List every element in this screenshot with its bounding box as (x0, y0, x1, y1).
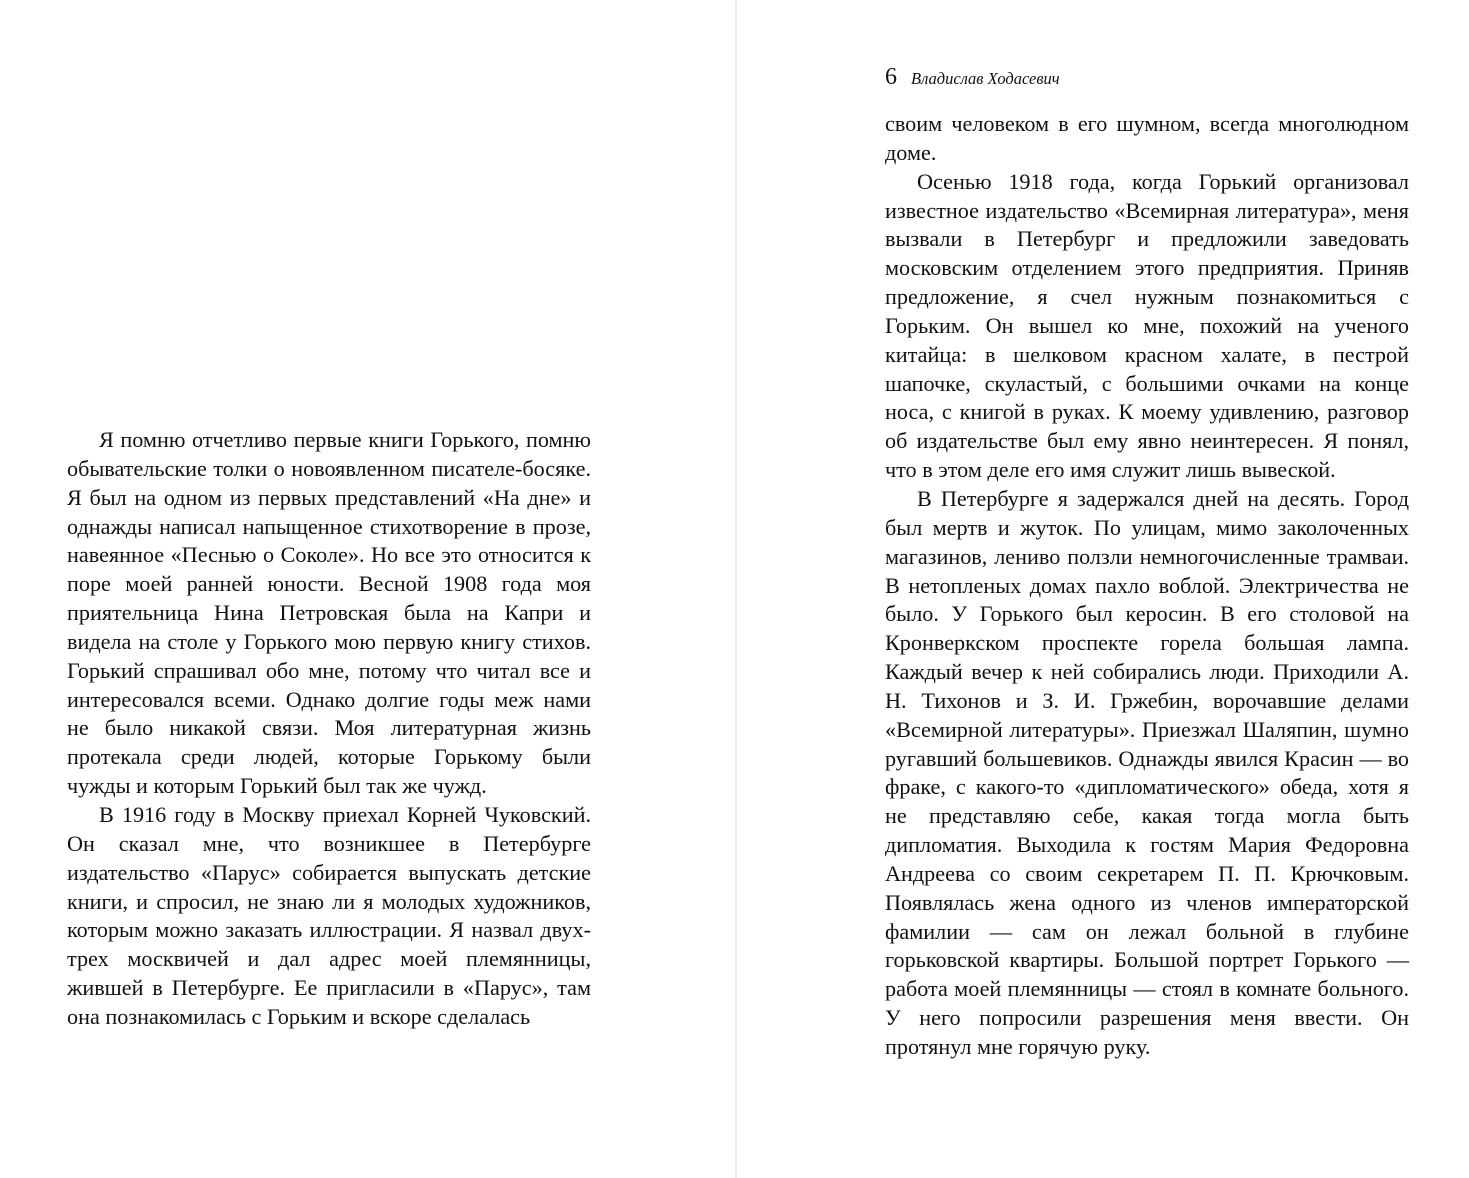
paragraph: Я помню отчетливо первые книги Горького, помню обывательские толки о новоявленном писателе-босяке. Я был на одном из первых представлений «На дне» и однажды написал напыщенное стихотворение в прозе, навеянное «Песнью о Соколе». Но все это относится к поре моей ранней юности. Весной 1908 года моя приятельница Нина Петровская была на Капри и видела на столе у Горького мою первую книгу стихов. Горький спрашивал обо мне, потому что читал все и интересовался всеми. Однако долгие годы меж нами не было никакой связи. Моя литературная жизнь протекала среди людей, которые Горькому были чужды и которым Горький был так же чужд. (67, 427, 591, 799)
left-page-body (67, 426, 591, 1032)
paragraph: Осенью 1918 года, когда Горький организовал известное издательство «Всемирная литература», меня вызвали в Петербург и предложили заведовать московским отделением этого предприятия. Приняв предложение, я счел нужным познакомиться с Горьким. Он вышел ко мне, похожий на ученого китайца: в шелковом красном халате, в пестрой шапочке, скуластый, с большими очками на конце носа, с книгой в руках. К моему удивлению, разговор об издательстве был ему явно неинтересен. Я понял, что в этом деле его имя служит лишь вывеской. (885, 168, 1409, 483)
paragraph: В 1916 году в Москву приехал Корней Чуковский. Он сказал мне, что возникшее в Петербурге издательство «Парус» собирается выпускать детские книги, и спросил, не знаю ли я молодых художников, которым можно заказать иллюстрации. Я назвал двух-трех москвичей и дал адрес моей племянницы, жившей в Петербурге. Ее пригласили в «Парус», там она познакомилась с Горьким и вскоре сделалась (67, 801, 591, 1029)
right-page (737, 0, 1469, 1178)
running-title: Владислав Ходасевич (911, 69, 1060, 88)
paragraph: В Петербурге я задержался дней на десять. Город был мертв и жуток. По улицам, мимо заколоченных магазинов, лениво ползли немногочисленные трамваи. В нетопленых домах пахло воблой. Электричества не было. У Горького был керосин. В его столовой на Кронверкском проспекте горела большая лампа. Каждый вечер к ней собирались люди. Приходили А. Н. Тихонов и З. И. Гржебин, ворочавшие делами «Всемирной литературы». Приезжал Шаляпин, шумно ругавший большевиков. Однажды явился Красин — во фраке, с какого-то «дипломатического» обеда, хотя я не представляю себе, какая тогда могла быть дипломатия. Выходила к гостям Мария Федоровна Андреева со своим секретарем П. П. Крючковым. Появлялась жена одного из членов императорской фамилии — сам он лежал больной в глубине горьковской квартиры. Большой портрет Горького — работа моей племянницы — стоял в комнате больного. У него попросили разрешения меня ввести. Он протянул мне горячую руку. (885, 485, 1409, 1059)
running-head (885, 60, 1409, 94)
page-number: 6 (885, 64, 897, 90)
right-page-body (885, 110, 1409, 1062)
paragraph: своим человеком в его шумном, всегда многолюдном доме. (885, 111, 1409, 165)
